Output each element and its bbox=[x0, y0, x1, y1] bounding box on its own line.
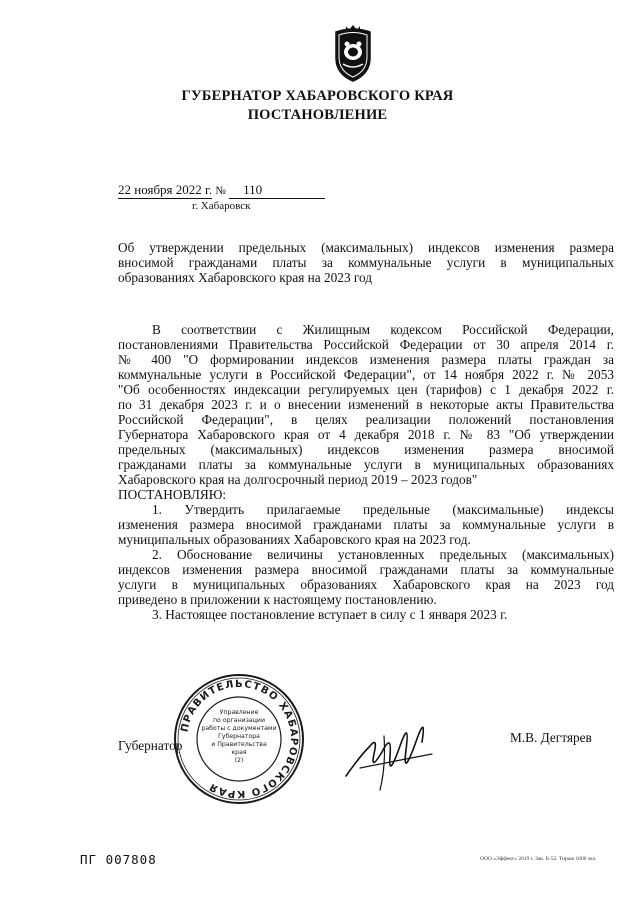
preamble-line: Губернатора Хабаровского края от 4 декабря 2018 г. № 83 "Об утверждении bbox=[118, 427, 614, 442]
signatory-name: М.В. Дегтярев bbox=[510, 730, 592, 745]
document-type: ПОСТАНОВЛЕНИЕ bbox=[247, 107, 388, 123]
preamble-line: гражданами платы за коммунальные услуги в муниципальных образованиях bbox=[118, 457, 614, 472]
document-body bbox=[118, 322, 614, 622]
date-number-line bbox=[118, 182, 325, 199]
document-number: 110 bbox=[229, 182, 325, 199]
preamble-line: В соответствии с Жилищным кодексом Российской Федерации, bbox=[152, 322, 614, 337]
document-date: 22 ноября 2022 г. bbox=[118, 182, 213, 197]
stamp-center-line: Управление bbox=[219, 709, 259, 716]
item-1-line: муниципальных образованиях Хабаровского края на 2023 год. bbox=[118, 532, 471, 547]
preamble-line: "Об особенностях индексации регулируемых цен (тарифов) с 1 декабря 2022 г. bbox=[118, 382, 614, 397]
item-2-line: приведено в приложении к настоящему постановлению. bbox=[118, 592, 437, 607]
stamp-center-line: (2) bbox=[234, 757, 244, 764]
official-stamp bbox=[172, 672, 306, 806]
printer-imprint: ООО «Эффект» 2019 г. Зак. Б-52. Тираж 1000 экз. bbox=[480, 856, 597, 862]
preamble-line: № 400 "О формировании индексов изменения размера платы граждан за bbox=[118, 352, 614, 367]
stamp-center-line: края bbox=[231, 749, 247, 756]
subject-line: образованиях Хабаровского края на 2023 год bbox=[118, 270, 373, 285]
form-serial-number: ПГ 007808 bbox=[80, 852, 157, 867]
decree-word: ПОСТАНОВЛЯЮ: bbox=[118, 487, 227, 502]
item-1-line: изменения размера вносимой гражданами платы за коммунальные услуги в bbox=[118, 517, 614, 532]
stamp-center-line: по организации bbox=[213, 717, 265, 724]
stamp-center-line: Губернатора bbox=[218, 733, 260, 740]
item-1-line: 1. Утвердить прилагаемые предельные (максимальные) индексы bbox=[152, 502, 614, 517]
preamble-line: предельных (максимальных) индексов изменения размера вносимой bbox=[118, 442, 614, 457]
item-2-line: 2. Обоснование величины установленных предельных (максимальных) bbox=[152, 547, 614, 562]
stamp-ring-text: ПРАВИТЕЛЬСТВО ХАБАРОВСКОГО КРАЯ bbox=[179, 678, 300, 800]
handwritten-signature bbox=[340, 706, 440, 794]
stamp-center-line: работы с документами bbox=[201, 725, 277, 732]
preamble-line: по 31 декабря 2023 г. и о внесении изменений в некоторые акты Правительства bbox=[118, 397, 614, 412]
subject-line: вносимой гражданами платы за коммунальные услуги в муниципальных bbox=[118, 255, 614, 270]
number-sign: № bbox=[215, 185, 226, 197]
signatory-position: Губернатор bbox=[118, 738, 183, 753]
city: г. Хабаровск bbox=[192, 200, 251, 212]
preamble-line: коммунальные услуги в Российской Федерации", от 14 ноября 2022 г. № 2053 bbox=[118, 367, 614, 382]
preamble-line: Хабаровского края на долгосрочный период 2019 – 2023 годов" bbox=[118, 472, 478, 487]
document-subject bbox=[118, 240, 614, 285]
authority-title: ГУБЕРНАТОР ХАБАРОВСКОГО КРАЯ bbox=[181, 88, 454, 104]
preamble-line: постановлениями Правительства Российской Федерации от 30 апреля 2014 г. bbox=[118, 337, 614, 352]
item-2-line: услуги в муниципальных образованиях Хабаровского края на 2023 год bbox=[118, 577, 614, 592]
item-3-line: 3. Настоящее постановление вступает в силу с 1 января 2023 г. bbox=[152, 607, 508, 622]
item-2-line: индексов изменения размера вносимой гражданами платы за коммунальные bbox=[118, 562, 614, 577]
stamp-center-line: и Правительства bbox=[211, 741, 267, 748]
subject-line: Об утверждении предельных (максимальных) индексов изменения размера bbox=[118, 240, 614, 255]
coat-of-arms-icon bbox=[330, 24, 376, 84]
preamble-line: Российской Федерации", в целях реализации положений постановления bbox=[118, 412, 614, 427]
